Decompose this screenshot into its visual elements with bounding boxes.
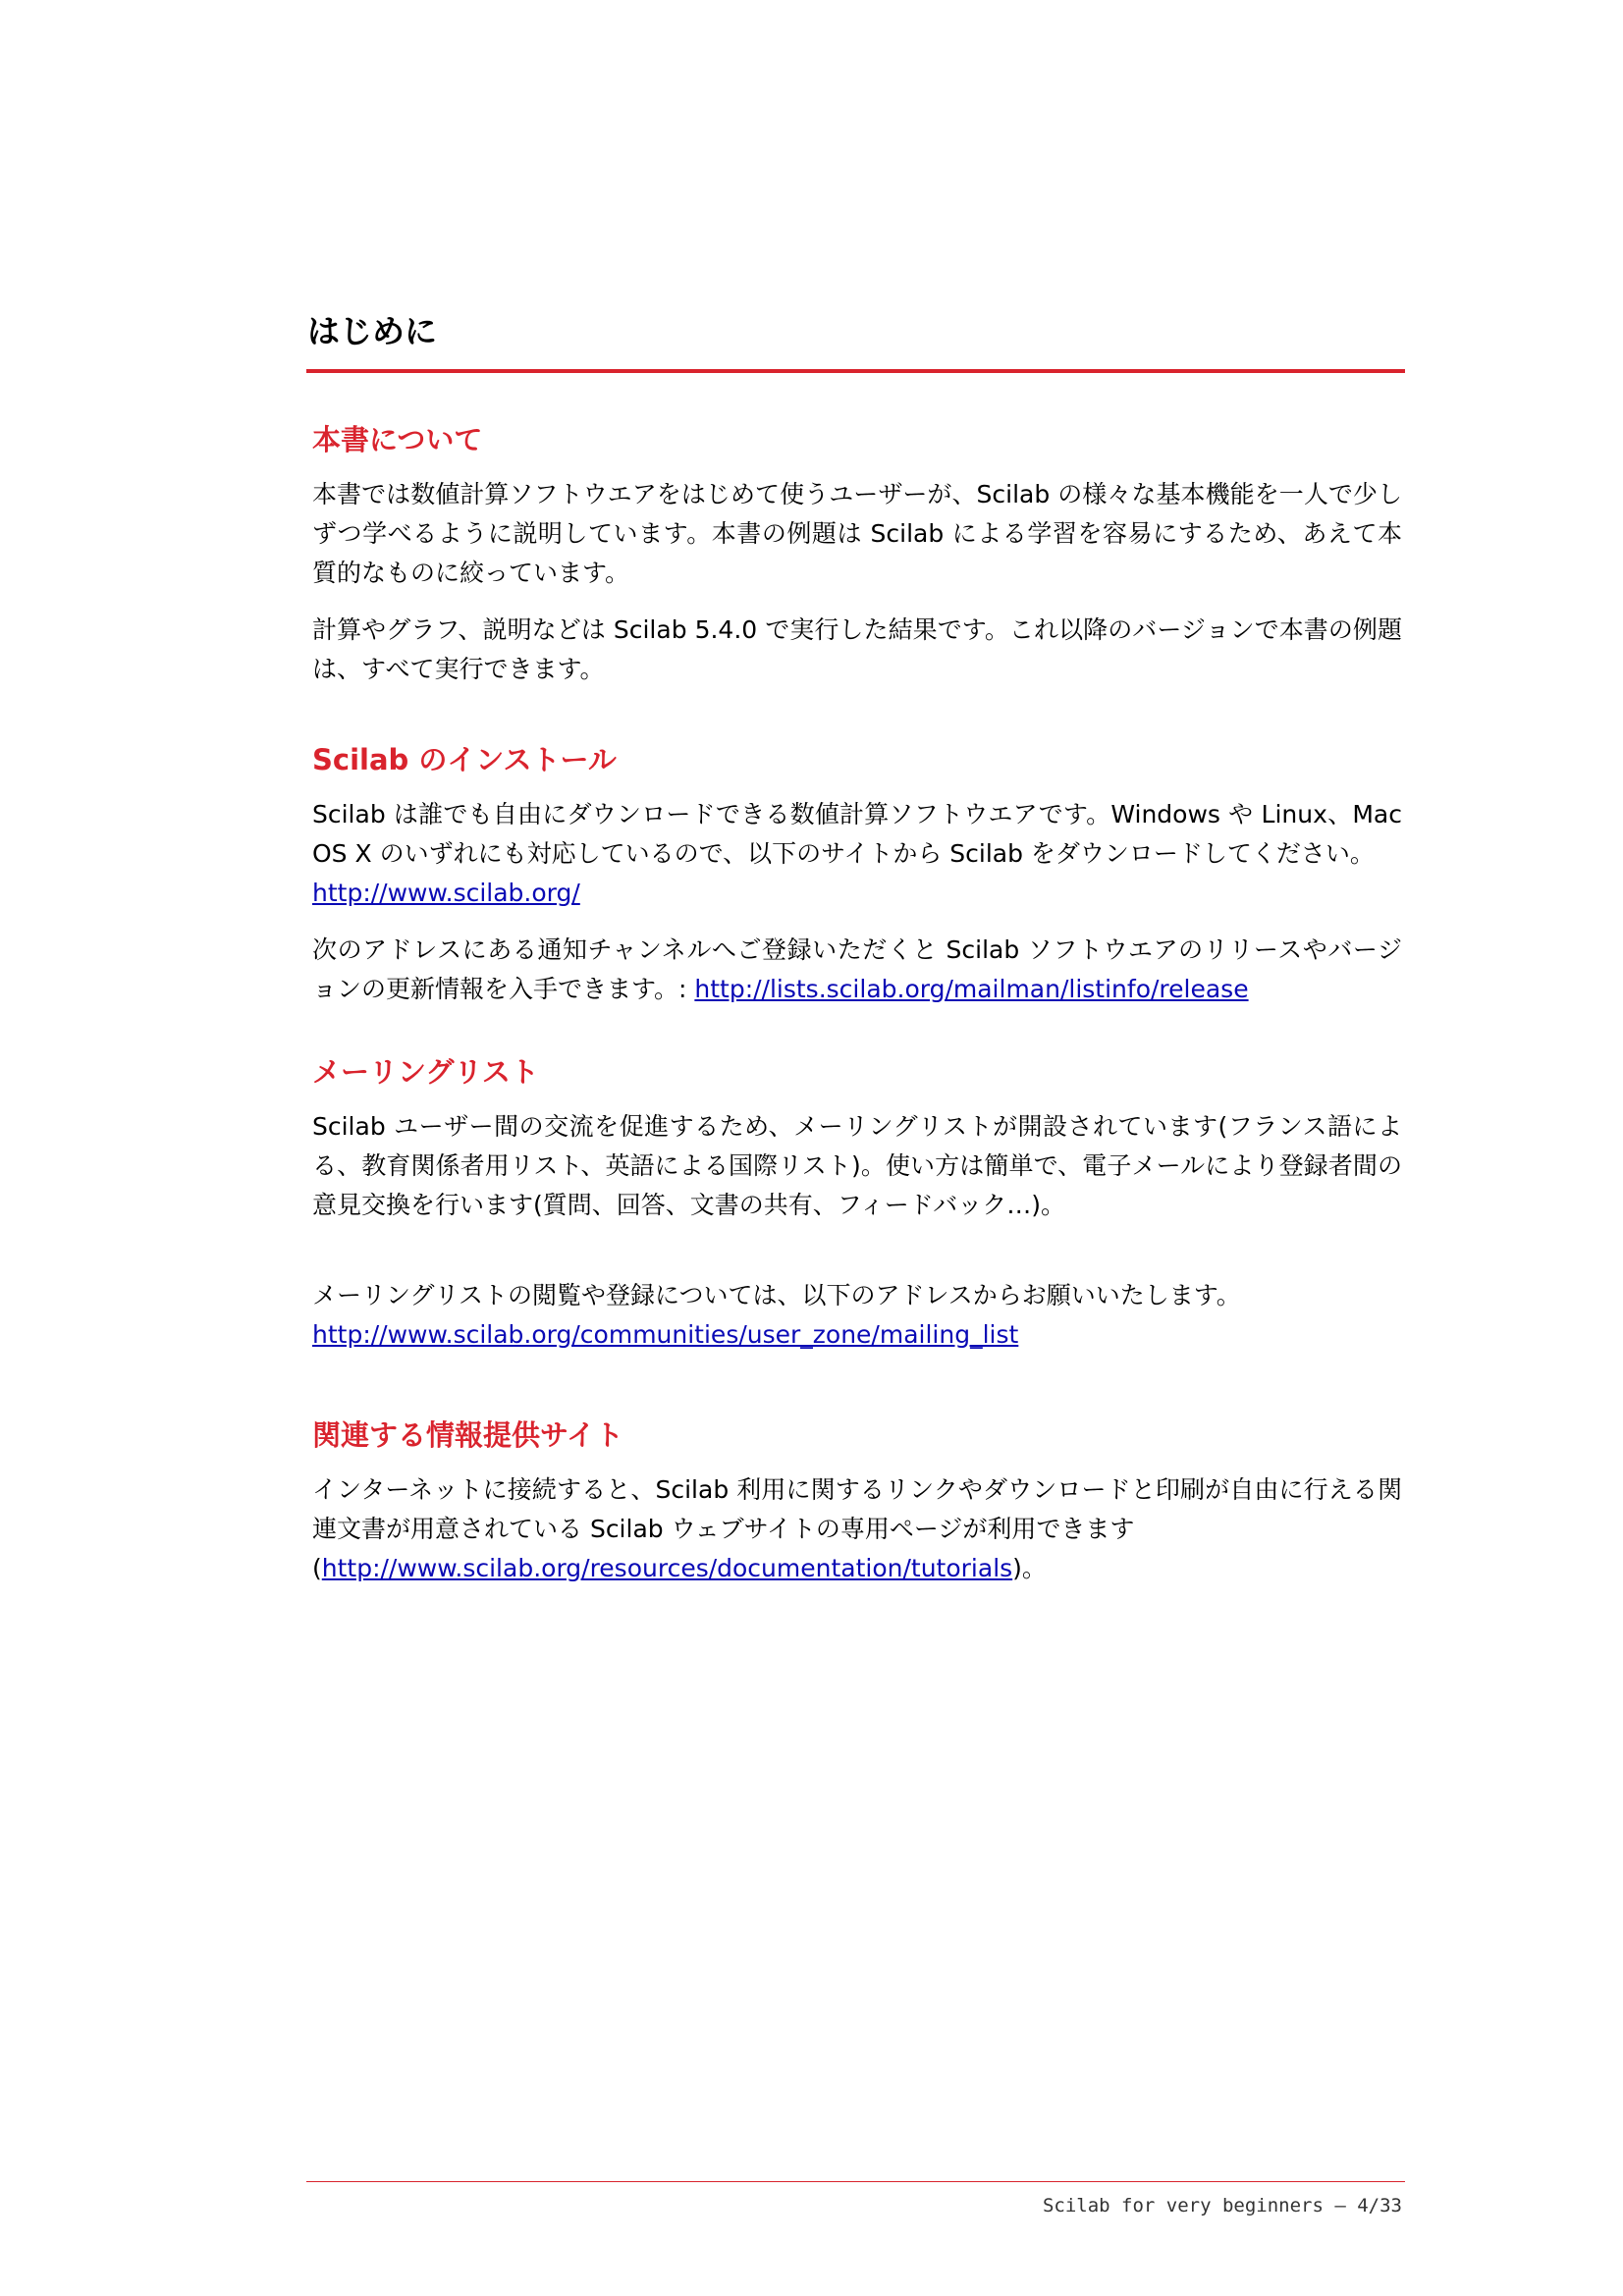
section-heading-sites: 関連する情報提供サイト [312, 1418, 623, 1452]
install-text-1: Scilab は誰でも自由にダウンロードできる数値計算ソフトウエアです。Windows や Linux、Mac OS X のいずれにも対応しているので、以下のサイトから Scilab をダウンロードしてください。 [312, 800, 1402, 868]
section-mailing [312, 1050, 1402, 1372]
section-install [312, 738, 1402, 1027]
about-paragraph-2: 計算やグラフ、説明などは Scilab 5.4.0 で実行した結果です。これ以降のバージョンで本書の例題は、すべて実行できます。 [312, 615, 1402, 683]
section-heading-install: Scilab のインストール [312, 743, 617, 776]
sites-open-paren: ( [312, 1554, 322, 1582]
install-text-2: 次のアドレスにある通知チャンネルへご登録いただくと Scilab ソフトウエアのリリースやバージョンの更新情報を入手できます。: [312, 935, 1402, 1003]
about-paragraph-1: 本書では数値計算ソフトウエアをはじめて使うユーザーが、Scilab の様々な基本機能を一人で少しずつ学べるように説明しています。本書の例題は Scilab による学習を容易にするため、あえて本質的なものに絞っています。 [312, 480, 1402, 587]
install-paragraph-2 [312, 931, 1402, 1009]
mailing-paragraph-2 [312, 1276, 1402, 1355]
section-sites [312, 1414, 1402, 1606]
footer-divider [306, 2181, 1405, 2182]
mailing-text-2: メーリングリストの閲覧や登録については、以下のアドレスからお願いいたします。 [312, 1281, 1241, 1309]
release-list-link[interactable]: http://lists.scilab.org/mailman/listinfo/release [694, 975, 1249, 1003]
section-about [312, 418, 1402, 707]
section-heading-mailing: メーリングリスト [312, 1055, 539, 1089]
mailing-list-link[interactable]: http://www.scilab.org/communities/user_zone/mailing_list [312, 1320, 1019, 1349]
sites-close-paren: )。 [1012, 1554, 1047, 1582]
tutorials-link[interactable]: http://www.scilab.org/resources/documentation/tutorials [321, 1554, 1013, 1582]
section-heading-about: 本書について [312, 423, 483, 456]
install-paragraph-1 [312, 795, 1402, 913]
page-footer: Scilab for very beginners — 4/33 [1042, 2195, 1402, 2216]
mailing-paragraph-1: Scilab ユーザー間の交流を促進するため、メーリングリストが開設されています(フランス語による、教育関係者用リスト、英語による国際リスト)。使い方は簡単で、電子メールにより登録者間の意見交換を行います(質問、回答、文書の共有、フィードバック…)。 [312, 1112, 1402, 1219]
scilab-home-link[interactable]: http://www.scilab.org/ [312, 879, 580, 907]
sites-paragraph-1 [312, 1470, 1402, 1588]
sites-text-1: インターネットに接続すると、Scilab 利用に関するリンクやダウンロードと印刷が自由に行える関連文書が用意されている Scilab ウェブサイトの専用ページが利用できます [312, 1475, 1402, 1543]
page-title: はじめに [307, 312, 437, 350]
title-divider [306, 369, 1405, 373]
